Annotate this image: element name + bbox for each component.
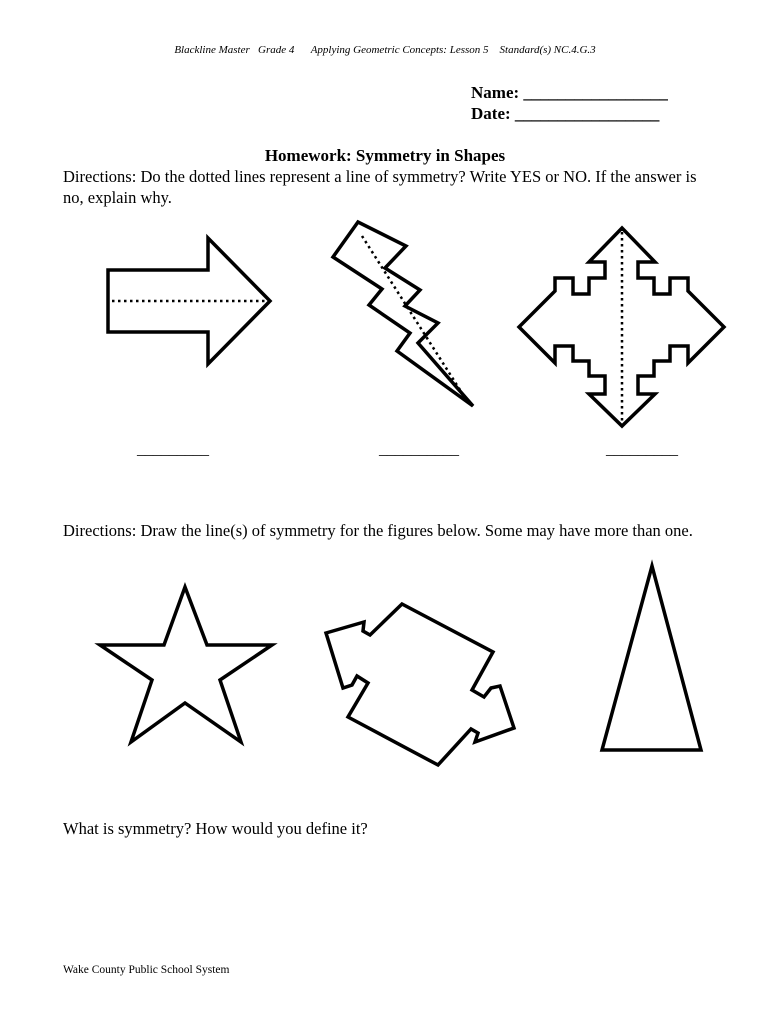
answer-blank-2[interactable]: __________: [379, 441, 459, 458]
section2-directions: Directions: Draw the line(s) of symmetry for the figures below. Some may have more than one.: [63, 521, 693, 540]
four-way-arrow-figure: [519, 228, 724, 426]
page-title: Homework: Symmetry in Shapes: [264, 146, 506, 165]
header-grade: Grade 4: [258, 44, 295, 56]
answer-blank-3[interactable]: _________: [606, 441, 678, 458]
arrow-figure: [108, 238, 270, 364]
answer-blank-1[interactable]: _________: [137, 441, 209, 458]
triangle-figure: [602, 566, 701, 750]
date-field[interactable]: Date: _________________: [471, 104, 660, 123]
star-figure: [100, 587, 272, 742]
header-standard: Standard(s) NC.4.G.3: [499, 44, 596, 56]
header-master: Blackline Master: [174, 44, 250, 56]
section1-directions: Directions: Do the dotted lines represent a line of symmetry? Write YES or NO. If the answer is no, explain why.: [63, 167, 697, 207]
rotated-double-arrow-figure: [326, 604, 514, 765]
lightning-bolt-figure: [333, 222, 473, 406]
header-lesson: Applying Geometric Concepts: Lesson 5: [310, 44, 489, 56]
name-field[interactable]: Name: _________________: [471, 83, 668, 102]
symmetry-question: What is symmetry? How would you define it?: [63, 819, 368, 838]
page-footer: Wake County Public School System: [63, 964, 230, 976]
